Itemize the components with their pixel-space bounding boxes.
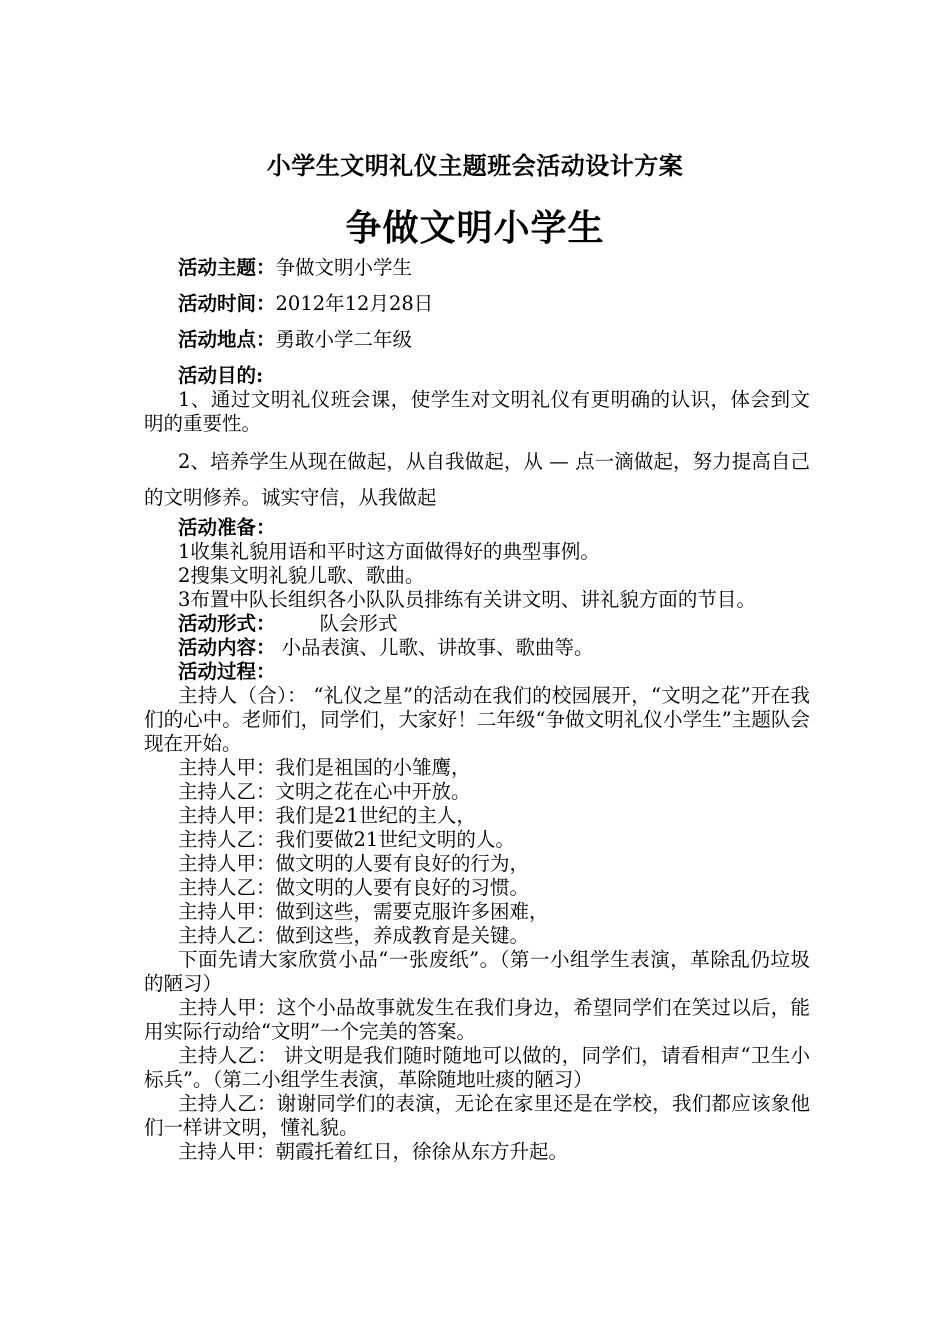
time-label: 活动时间： [178, 292, 276, 315]
dialog-line: 主持人乙：做到这些，养成教育是关键。 [178, 924, 530, 947]
dialog-line: 主持人乙：做文明的人要有良好的习惯。 [178, 876, 530, 899]
info-theme [144, 256, 810, 280]
host-a-closing: 主持人甲：朝霞托着红日，徐徐从东方升起。 [178, 1140, 569, 1163]
theme-label: 活动主题： [178, 256, 276, 279]
process-label: 活动过程： [178, 660, 276, 683]
document-subtitle: 小学生文明礼仪主题班会活动设计方案 [266, 151, 684, 180]
content-row [144, 636, 810, 660]
host-b-comment: 主持人乙： 讲文明是我们随时随地可以做的，同学们，请看相声“卫生小标兵”。（第二小组学生表演，革除随地吐痰的陋习） [144, 1044, 810, 1091]
skit-intro: 下面先请大家欣赏小品“一张废纸”。（第一小组学生表演，革除乱仍垃圾的陋习） [144, 948, 810, 995]
time-value: 2012年12月28日 [275, 292, 434, 315]
place-value: 勇敢小学二年级 [275, 328, 413, 351]
info-time [144, 292, 810, 316]
process-heading [144, 660, 810, 684]
theme-value: 争做文明小学生 [275, 256, 413, 279]
process-intro: 主持人（合）： “礼仪之星”的活动在我们的校园展开，“文明之花”开在我们的心中。老师们，同学们，大家好！二年级“争做文明礼仪小学生”主题队会现在开始。 [144, 684, 810, 755]
form-value: 队会形式 [319, 612, 398, 635]
purpose-item-1: 1、通过文明礼仪班会课，使学生对文明礼仪有更明确的认识，体会到文明的重要性。 [144, 388, 810, 435]
info-purpose [144, 364, 810, 388]
purpose-item-2: 2、培养学生从现在做起，从自我做起，从 — 点一滴做起，努力提高自己的文明修养。诚实守信，从我做起 [144, 450, 810, 509]
place-label: 活动地点： [178, 328, 276, 351]
dialog-line: 主持人甲：做到这些，需要克服许多困难， [178, 900, 549, 923]
prep-item-3: 3布置中队长组织各小队队员排练有关讲文明、讲礼貌方面的节目。 [178, 588, 756, 611]
dialog-line: 主持人甲：我们是21世纪的主人， [178, 804, 476, 827]
dialog-line: 主持人乙：文明之花在心中开放。 [178, 780, 471, 803]
dialog-line: 主持人甲：做文明的人要有良好的行为， [178, 852, 530, 875]
prep-item-1: 1收集礼貌用语和平时这方面做得好的典型事例。 [178, 540, 600, 563]
info-place [144, 328, 810, 352]
document-title: 争做文明小学生 [345, 207, 605, 249]
prep-item-2: 2搜集文明礼貌儿歌、歌曲。 [178, 564, 425, 587]
dialog-line: 主持人甲：我们是祖国的小雏鹰， [178, 756, 471, 779]
purpose-label: 活动目的: [178, 364, 264, 387]
dialog-line: 主持人乙：我们要做21世纪文明的人。 [178, 828, 515, 851]
form-row [144, 612, 810, 636]
content-value: 小品表演、儿歌、讲故事、歌曲等。 [281, 636, 594, 659]
prep-heading [144, 516, 810, 540]
prep-label: 活动准备： [178, 516, 276, 539]
host-b-thanks: 主持人乙：谢谢同学们的表演，无论在家里还是在学校，我们都应该象他们一样讲文明，懂礼貌。 [144, 1092, 810, 1139]
form-label: 活动形式： [178, 612, 276, 635]
host-a-comment: 主持人甲：这个小品故事就发生在我们身边，希望同学们在笑过以后，能用实际行动给“文明”一个完美的答案。 [144, 996, 810, 1043]
document-body [144, 256, 810, 1164]
content-label: 活动内容： [178, 636, 276, 659]
